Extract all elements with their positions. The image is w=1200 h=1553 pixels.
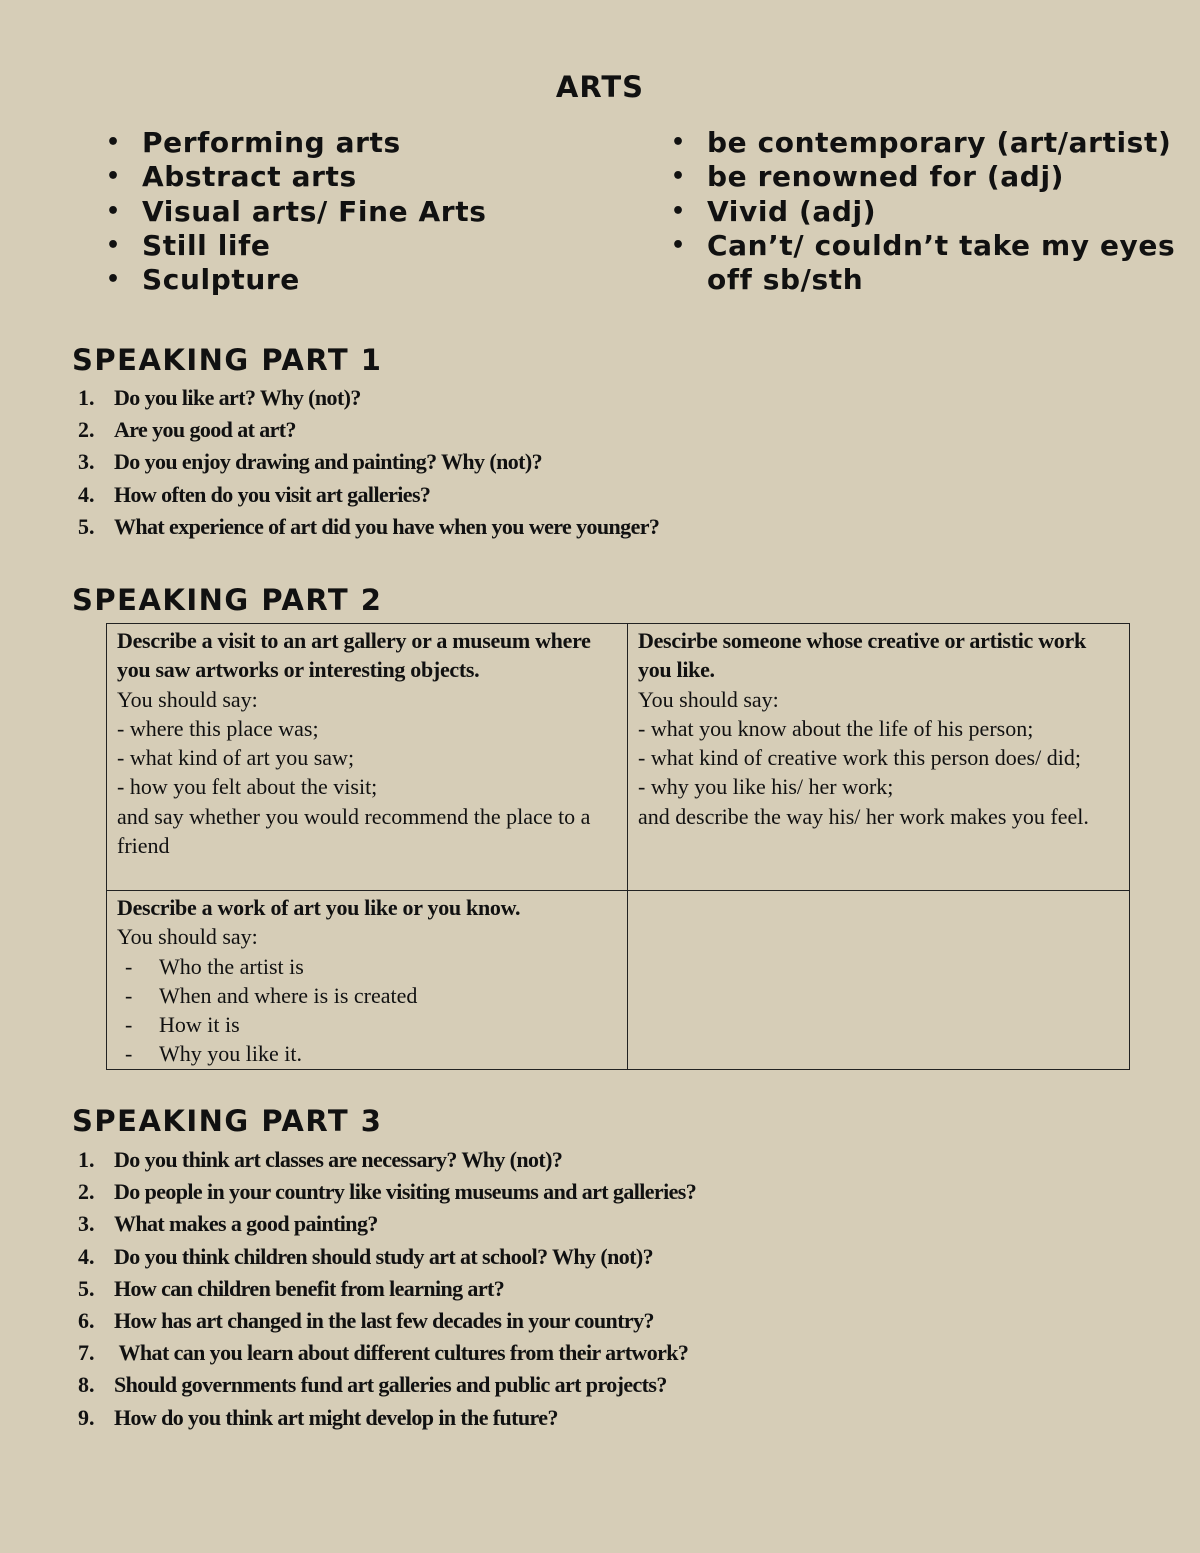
cue-card-intro: You should say: [638,686,779,712]
vocab-item: • Visual arts/ Fine Arts [106,194,487,228]
bullet-icon: • [671,198,686,224]
cue-card-point: - Why you like it. [125,1041,302,1067]
question-item: 1. Do you think art classes are necessary? Why (not)? [78,1147,563,1172]
question-item: 5. What experience of art did you have when you were younger? [78,513,660,539]
cue-card-title: Descirbe someone whose creative or artistic work you like. [638,628,1086,683]
vocab-item: • be renowned for (adj) [671,160,1065,194]
vocabulary-list-right [671,126,1177,297]
question-item: 4. Do you think children should study art at school? Why (not)? [78,1243,653,1269]
cue-card-intro: You should say: [117,924,258,950]
cue-card-creative-person [628,624,1130,891]
cue-card-work-of-art [107,891,628,1070]
question-item: 1. Do you like art? Why (not)? [78,385,361,410]
cue-card-closing: and say whether you would recommend the place to a friend [117,803,591,859]
cue-card-point: - how you felt about the visit; [117,774,378,800]
speaking-part-3-questions [76,1144,696,1434]
bullet-icon: • [671,232,686,258]
speaking-part-1-heading: SPEAKING PART 1 [72,343,383,377]
bullet-icon: • [106,198,121,224]
question-item: 4. How often do you visit art galleries? [78,481,431,507]
cue-card-closing: and describe the way his/ her work makes you feel. [638,803,1089,829]
bullet-icon: • [106,130,121,155]
question-item: 9. How do you think art might develop in the future? [78,1404,558,1430]
question-item: 7. What can you learn about different cultures from their artwork? [78,1340,689,1366]
cue-card-table [106,623,1130,1070]
bullet-icon: • [106,164,121,190]
question-item: 8. Should governments fund art galleries and public art projects? [78,1372,667,1398]
vocab-item: • Performing arts [106,126,401,159]
vocab-item: • Still life [106,228,271,262]
bullet-icon: • [106,232,121,258]
vocab-item: • Vivid (adj) [671,194,877,228]
vocabulary-list-left [106,126,642,297]
cue-card-point: - How it is [125,1012,240,1038]
cue-card-point: - Who the artist is [125,953,304,979]
cue-card-point: - what kind of creative work this person does/ did; [638,745,1081,771]
question-item: 6. How has art changed in the last few decades in your country? [78,1308,654,1334]
speaking-part-1-questions [76,382,659,543]
cue-card-gallery-visit [107,624,628,891]
bullet-icon: • [671,130,686,155]
question-item: 2. Are you good at art? [78,417,296,443]
cue-card-point: - When and where is is created [125,982,418,1008]
cue-card-point: - where this place was; [117,715,319,741]
cue-card-point: - what kind of art you saw; [117,745,355,771]
cue-card-point: - why you like his/ her work; [638,774,894,800]
question-item: 5. How can children benefit from learning art? [78,1275,505,1301]
vocab-item: • Abstract arts [106,160,357,194]
bullet-icon: • [671,164,686,190]
question-item: 3. Do you enjoy drawing and painting? Why (not)? [78,449,542,475]
vocab-item: • Can’t/ couldn’t take my eyes off sb/sth [671,228,1176,297]
page-title: ARTS [555,70,645,104]
cue-card-title: Describe a visit to an art gallery or a museum where you saw artworks or interesting objects. [117,628,591,683]
question-item: 3. What makes a good painting? [78,1211,378,1237]
cue-card-title: Describe a work of art you like or you know. [117,895,521,920]
question-item: 2. Do people in your country like visiting museums and art galleries? [78,1179,697,1205]
vocab-item: • Sculpture [106,263,300,297]
speaking-part-3-heading: SPEAKING PART 3 [72,1104,383,1138]
bullet-icon: • [106,267,121,293]
speaking-part-2-heading: SPEAKING PART 2 [72,583,383,617]
cue-card-intro: You should say: [117,686,258,712]
vocab-item: • be contemporary (art/artist) [671,126,1172,159]
empty-table-cell [628,891,1130,1070]
cue-card-point: - what you know about the life of his person; [638,715,1034,741]
